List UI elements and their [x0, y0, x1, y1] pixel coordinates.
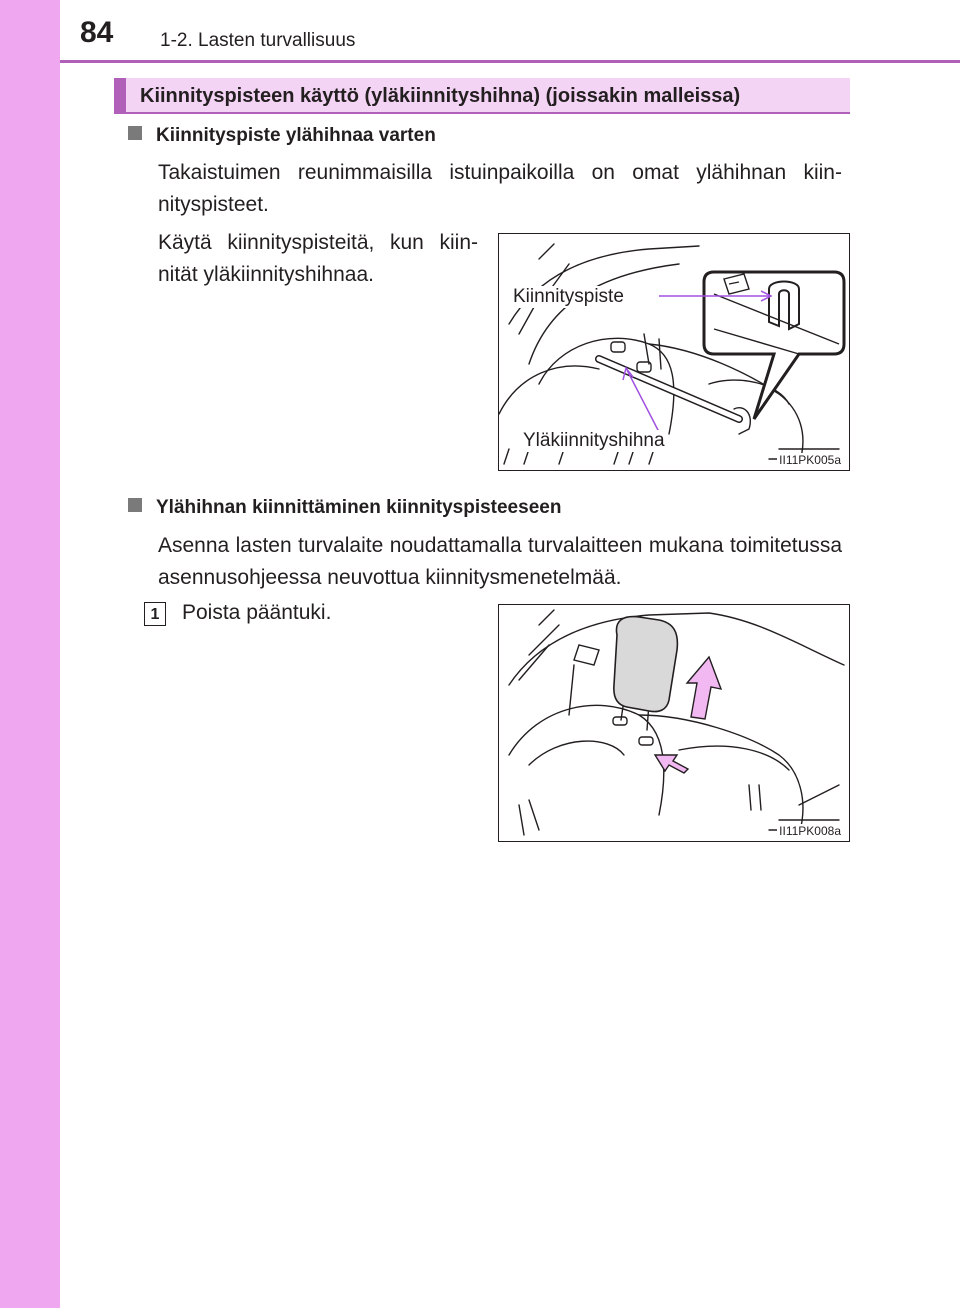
header-rule — [60, 60, 960, 63]
paragraph-attach-intro: Asenna lasten turvalaite noudattamalla turvalaitteen mukana toimitetussa asennusohjeessa neuvottua kiinnitysmenetelmää. — [158, 534, 842, 589]
figure-remove-headrest — [498, 604, 850, 842]
label-top-tether-strap: Yläkiinnityshihna — [523, 430, 665, 451]
left-margin-tab — [0, 0, 60, 1308]
subheading-anchor-text: Kiinnityspiste ylähihnaa varten — [156, 125, 436, 146]
headrest-removal-illustration — [499, 605, 849, 841]
subheading-anchor — [128, 125, 436, 147]
paragraph-anchor-usage: Käytä kiinnityspisteitä, kun kiinnität yläkiinnityshihnaa. — [158, 231, 478, 286]
label-anchor-point: Kiinnityspiste — [513, 286, 624, 307]
figure-tether-anchor — [498, 233, 850, 471]
chapter-title: 1-2. Lasten turvallisuus — [160, 30, 356, 51]
figure-code: II11PK008a — [779, 824, 841, 838]
square-bullet-icon — [128, 126, 142, 140]
step-number-badge: 1 — [144, 602, 166, 626]
step-text: Poista pääntuki. — [182, 601, 332, 624]
section-title: Kiinnityspisteen käyttö (yläkiinnityshihna) (joissakin malleissa) — [140, 85, 741, 107]
page-number: 84 — [80, 16, 114, 49]
figure-code: II11PK005a — [779, 453, 841, 467]
square-bullet-icon — [128, 498, 142, 512]
subheading-attach — [128, 497, 561, 519]
section-heading-box — [114, 78, 850, 114]
subheading-attach-text: Ylähihnan kiinnittäminen kiinnityspisteeseen — [156, 497, 562, 518]
paragraph-anchor-intro: Takaistuimen reunimmaisilla istuinpaikoilla on omat ylähihnan kiinnityspisteet. — [158, 161, 842, 216]
